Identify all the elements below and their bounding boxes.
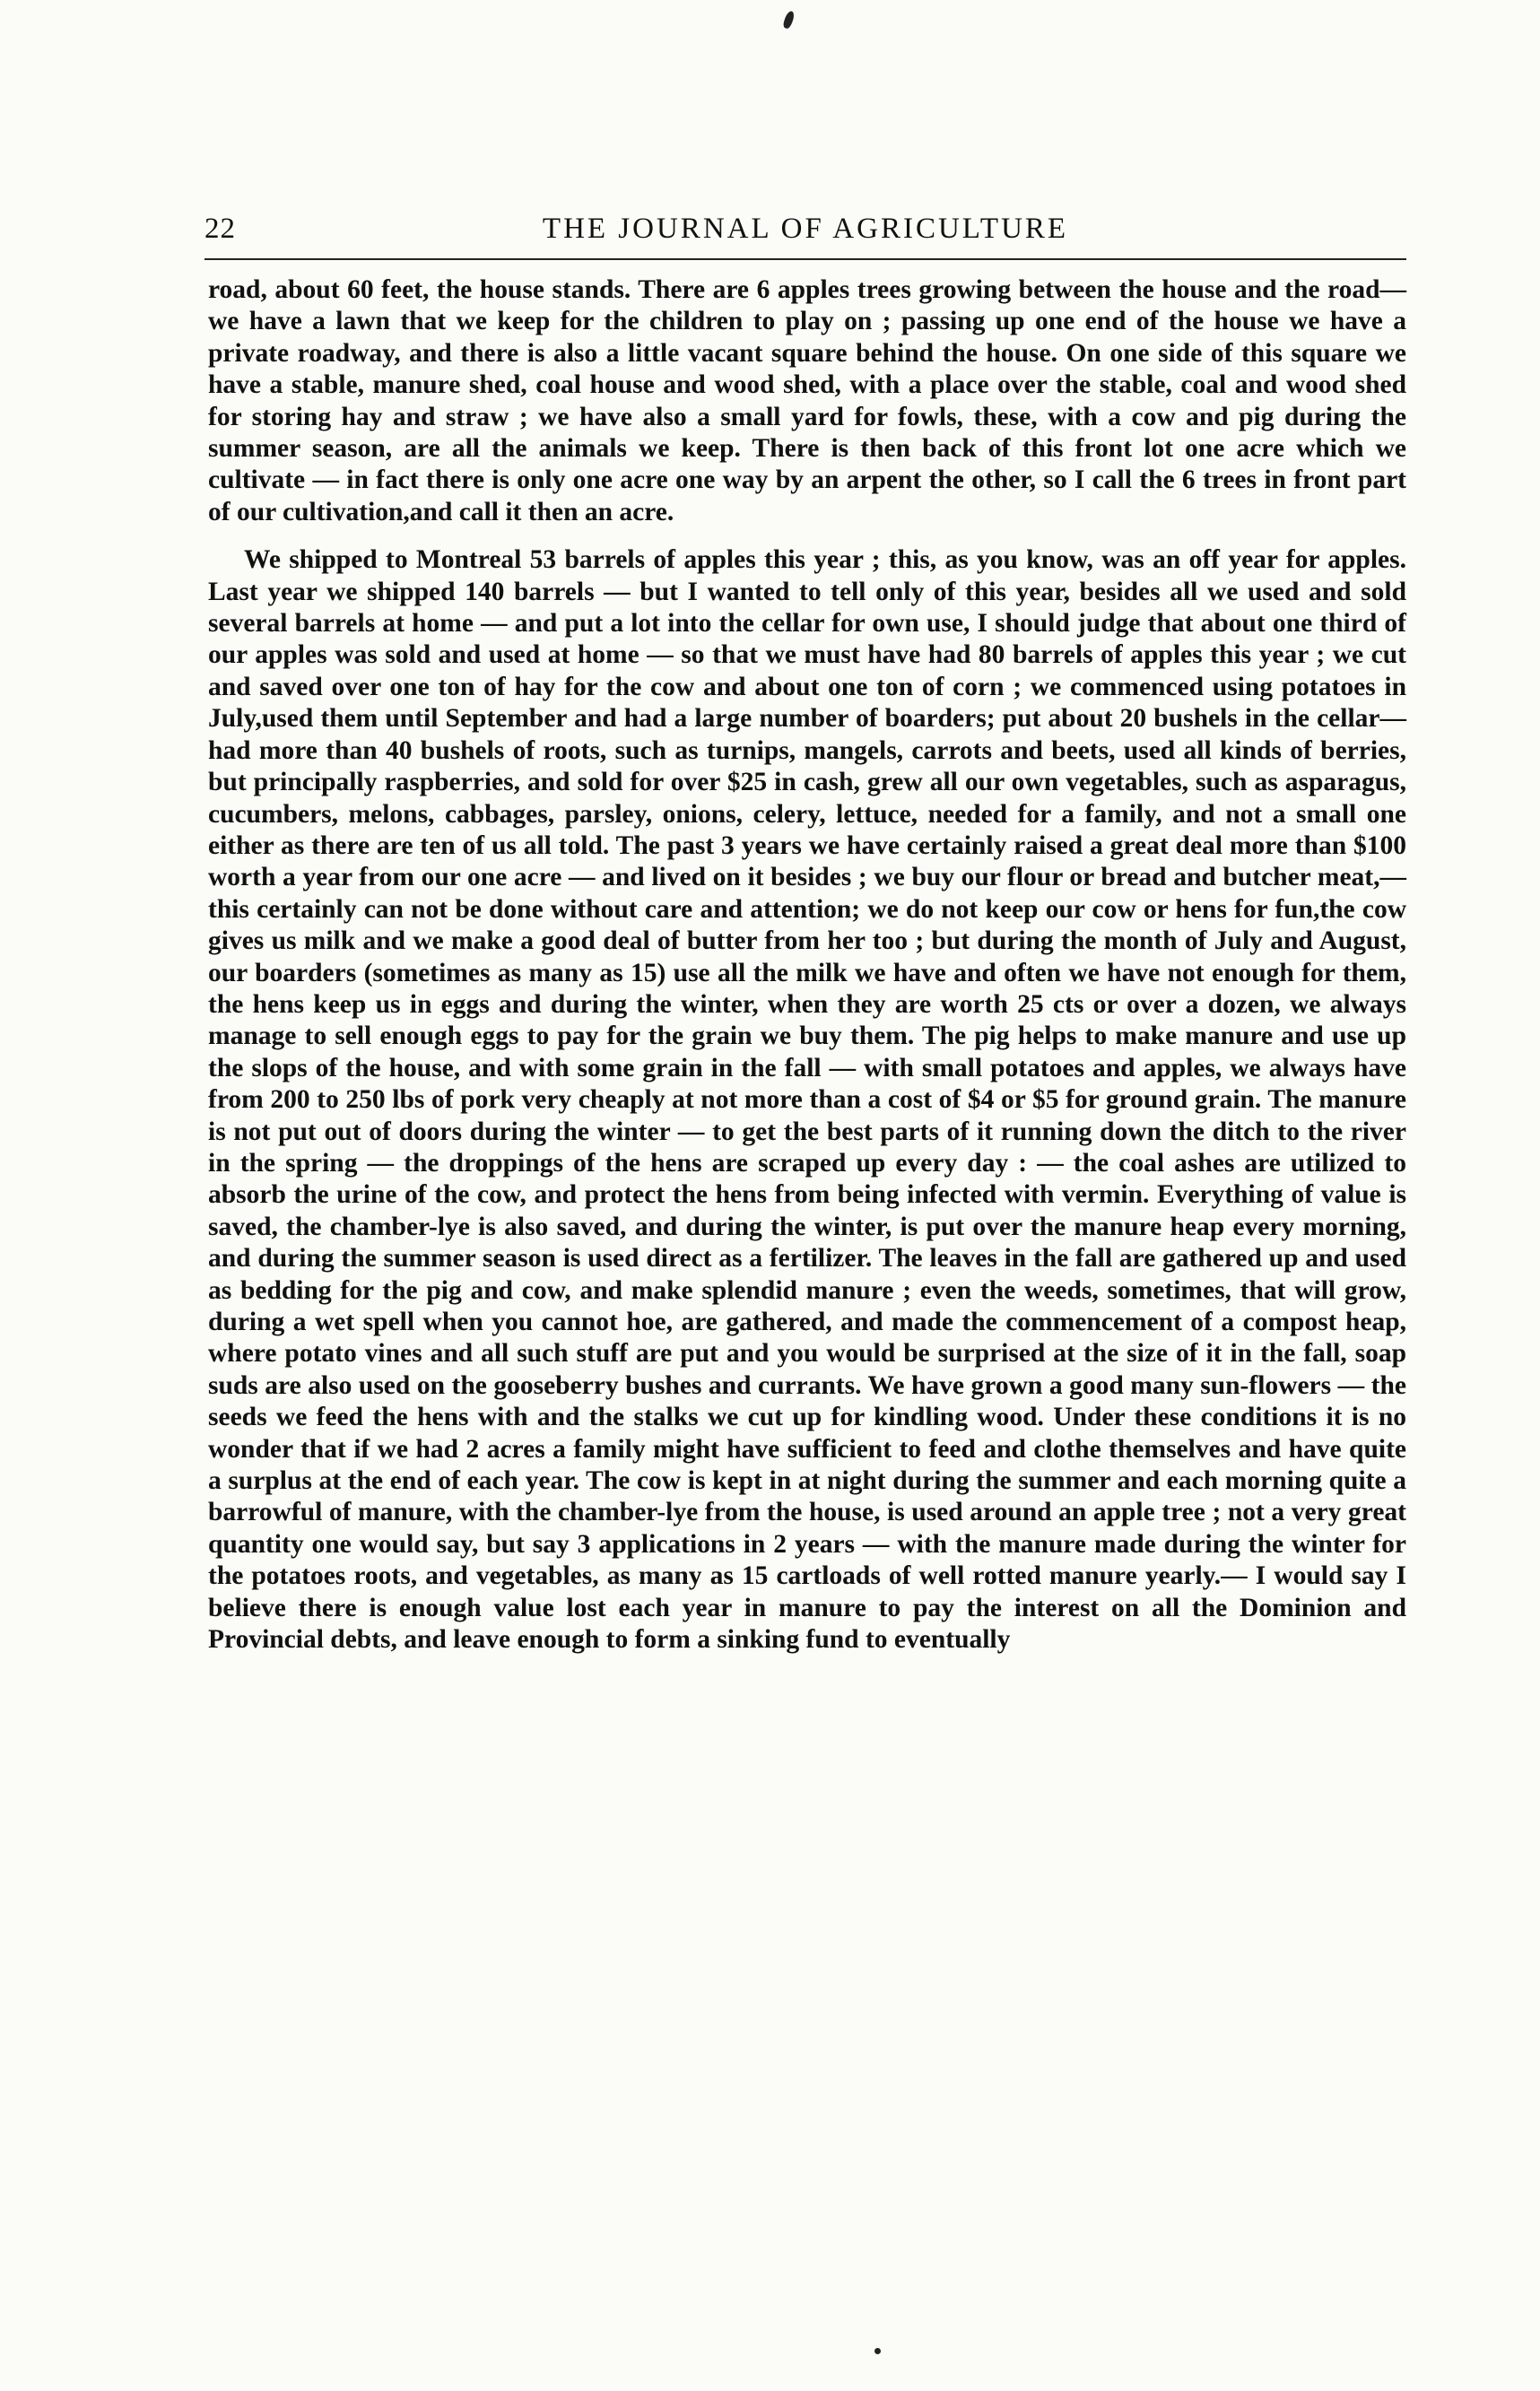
header-rule: [204, 258, 1406, 260]
page-number: 22: [204, 213, 236, 245]
ink-mark: [874, 2348, 881, 2354]
ink-mark: [782, 10, 796, 30]
article-body: [208, 274, 1406, 1656]
running-title: THE JOURNAL OF AGRICULTURE: [542, 213, 1069, 245]
paragraph: road, about 60 feet, the house stands. There are 6 apples trees growing between the house and the road—we have a lawn that we keep for the children to play on ; passing up one end of the house we have a private roadway, and there is also a little vacant square behind the house. On one side of this square we have a stable, manure shed, coal house and wood shed, with a place over the stable, coal and wood shed for storing hay and straw ; we have also a small yard for fowls, these, with a cow and pig during the summer season, are all the animals we keep. There is then back of this front lot one acre which we cultivate — in fact there is only one acre one way by an arpent the other, so I call the 6 trees in front part of our cultivation,and call it then an acre.: [208, 275, 1406, 526]
paragraph: We shipped to Montreal 53 barrels of apples this year ; this, as you know, was an off year for apples. Last year we shipped 140 barrels — but I wanted to tell only of this year, besides all we used and sold several barrels at home — and put a lot into the cellar for own use, I should judge that about one third of our apples was sold and used at home — so that we must have had 80 barrels of apples this year ; we cut and saved over one ton of hay for the cow and about one ton of corn ; we commenced using potatoes in July,used them until September and had a large number of boarders; put about 20 bushels in the cellar— had more than 40 bushels of roots, such as turnips, mangels, carrots and beets, used all kinds of berries, but principally raspberries, and sold for over $25 in cash, grew all our own vegetables, such as asparagus, cucumbers, melons, cabbages, parsley, onions, celery, lettuce, needed for a family, and not a small one either as there are ten of us all told. The past 3 years we have certainly raised a great deal more than $100 worth a year from our one acre — and lived on it besides ; we buy our flour or bread and butcher meat,— this certainly can not be done without care and attention; we do not keep our cow or hens for fun,the cow gives us milk and we make a good deal of butter from her too ; but during the month of July and August, our boarders (sometimes as many as 15) use all the milk we have and often we have not enough for them, the hens keep us in eggs and during the winter, when they are worth 25 cts or over a dozen, we always manage to sell enough eggs to pay for the grain we buy them. The pig helps to make manure and use up the slops of the house, and with some grain in the fall — with small potatoes and apples, we always have from 200 to 250 lbs of pork very cheaply at not more than a cost of $4 or $5 for ground grain. The manure is not put out of doors during the winter — to get the best parts of it running down the ditch to the river in the spring — the droppings of the hens are scraped up every day : — the coal ashes are utilized to absorb the urine of the cow, and protect the hens from being infected with vermin. Everything of value is saved, the chamber-lye is also saved, and during the winter, is put over the manure heap every morning, and during the summer season is used direct as a fertilizer. The leaves in the fall are gathered up and used as bedding for the pig and cow, and make splendid manure ; even the weeds, sometimes, that will grow, during a wet spell when you cannot hoe, are gathered, and made the commencement of a compost heap, where potato vines and all such stuff are put and you would be surprised at the size of it in the fall, soap suds are also used on the gooseberry bushes and currants. We have grown a good many sun-flowers — the seeds we feed the hens with and the stalks we cut up for kindling wood. Under these conditions it is no wonder that if we had 2 acres a family might have sufficient to feed and clothe themselves and have quite a surplus at the end of each year. The cow is kept in at night during the summer and each morning quite a barrowful of manure, with the chamber-lye from the house, is used around an apple tree ; not a very great quantity one would say, but say 3 applications in 2 years — with the manure made during the winter for the potatoes roots, and vegetables, as many as 15 cartloads of well rotted manure yearly.— I would say I believe there is enough value lost each year in manure to pay the interest on all the Dominion and Provincial debts, and leave enough to form a sinking fund to eventually: [208, 545, 1406, 1655]
page-header: [204, 209, 1406, 252]
